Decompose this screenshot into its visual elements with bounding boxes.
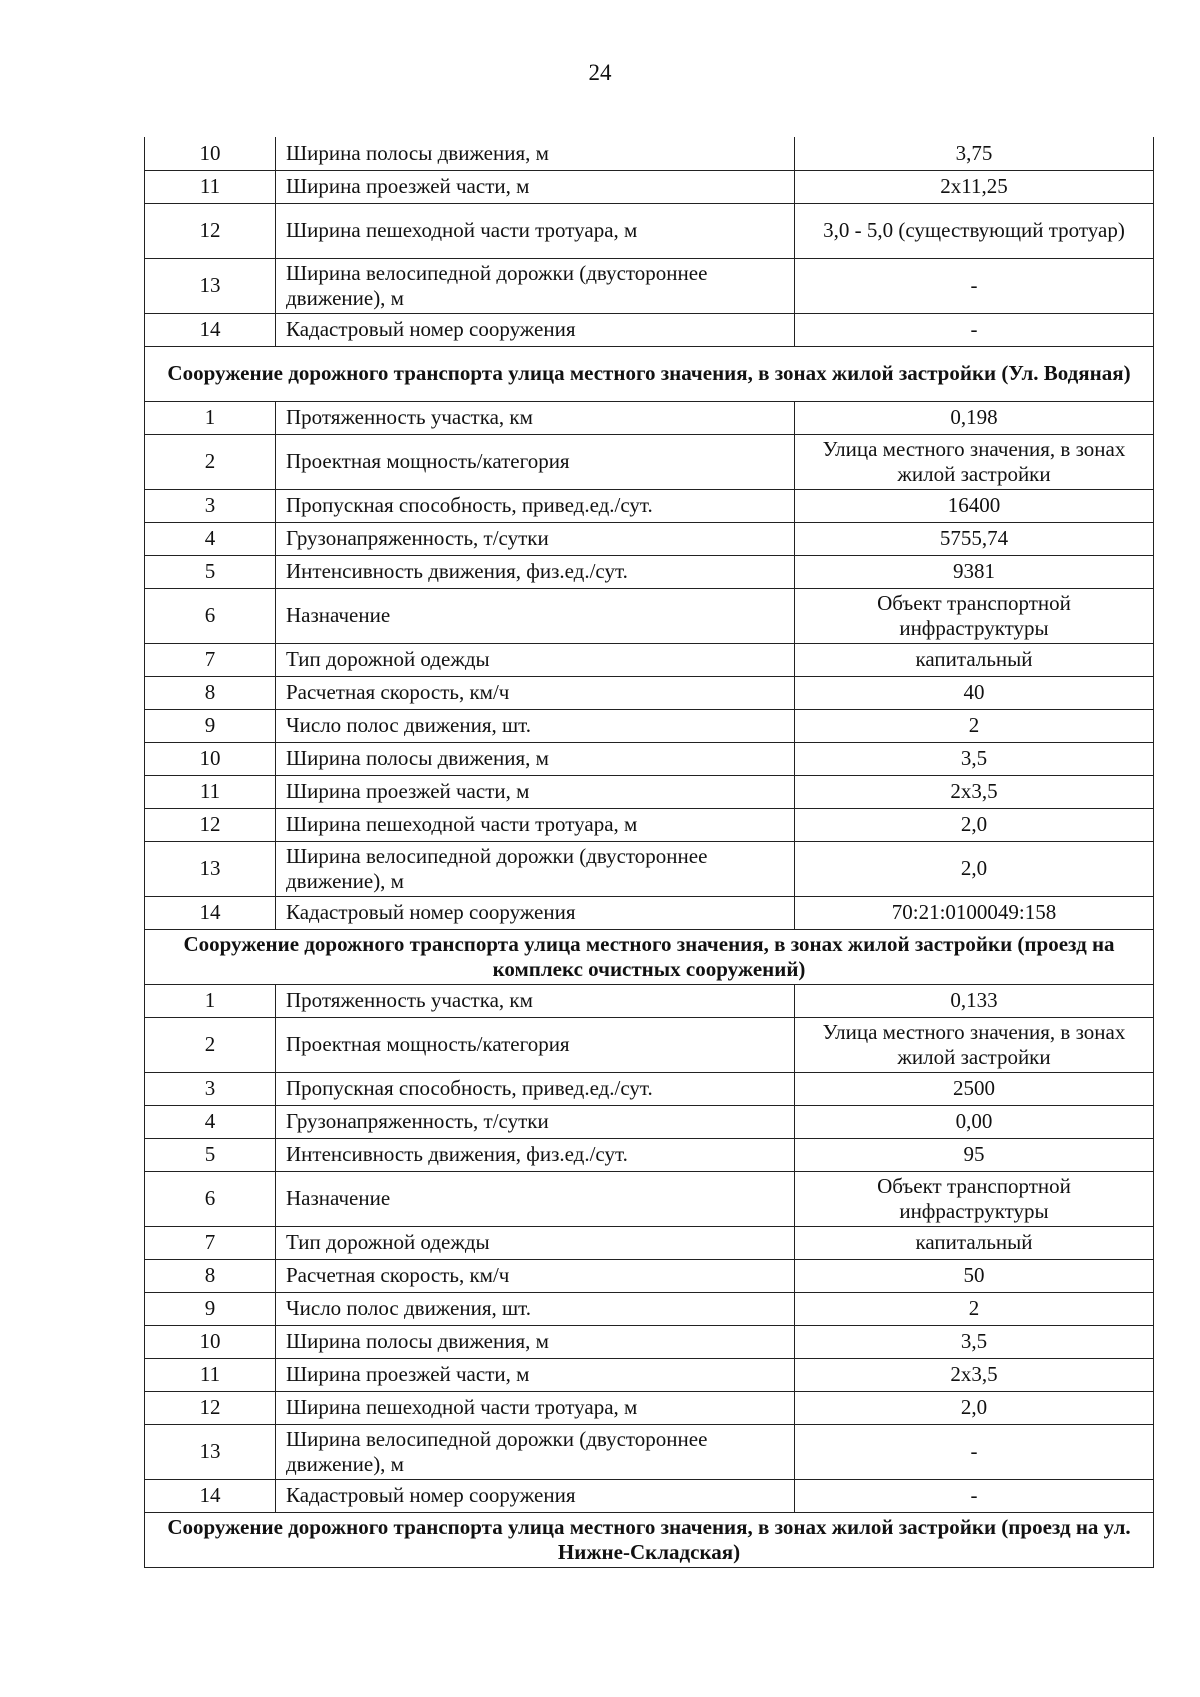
parameter-value-cell: - <box>795 1424 1154 1479</box>
parameter-name-cell: Число полос движения, шт. <box>276 1292 795 1325</box>
row-number-cell: 14 <box>145 1479 276 1512</box>
section-header-row <box>145 929 1154 984</box>
row-number-cell: 9 <box>145 1292 276 1325</box>
parameter-name-cell: Ширина велосипедной дорожки (двустороннее движение), м <box>276 258 795 313</box>
parameter-name-cell: Ширина полосы движения, м <box>276 1325 795 1358</box>
row-number-cell: 7 <box>145 643 276 676</box>
parameter-value-cell: 3,75 <box>795 137 1154 170</box>
row-number-cell: 5 <box>145 1138 276 1171</box>
parameter-name-cell: Ширина велосипедной дорожки (двустороннее движение), м <box>276 1424 795 1479</box>
parameter-value-cell: 95 <box>795 1138 1154 1171</box>
section-header-row <box>145 1512 1154 1567</box>
row-number-cell: 6 <box>145 588 276 643</box>
parameter-value-cell: 2500 <box>795 1072 1154 1105</box>
table-row <box>145 709 1154 742</box>
row-number-cell: 8 <box>145 1259 276 1292</box>
table-row <box>145 1017 1154 1072</box>
parameter-value-cell: - <box>795 313 1154 346</box>
parameter-name-cell: Пропускная способность, привед.ед./сут. <box>276 489 795 522</box>
parameter-name-cell: Проектная мощность/категория <box>276 1017 795 1072</box>
parameter-name-cell: Интенсивность движения, физ.ед./сут. <box>276 1138 795 1171</box>
row-number-cell: 11 <box>145 1358 276 1391</box>
parameter-name-cell: Ширина проезжей части, м <box>276 1358 795 1391</box>
parameter-value-cell: 3,5 <box>795 1325 1154 1358</box>
parameter-value-cell: 0,133 <box>795 984 1154 1017</box>
table-row <box>145 643 1154 676</box>
parameter-name-cell: Протяженность участка, км <box>276 401 795 434</box>
parameter-name-cell: Тип дорожной одежды <box>276 643 795 676</box>
parameter-name-cell: Грузонапряженность, т/сутки <box>276 522 795 555</box>
parameter-value-cell: 40 <box>795 676 1154 709</box>
table-row <box>145 203 1154 258</box>
page-number: 24 <box>588 60 612 85</box>
table-row <box>145 1171 1154 1226</box>
parameter-name-cell: Расчетная скорость, км/ч <box>276 676 795 709</box>
row-number-cell: 3 <box>145 1072 276 1105</box>
parameter-name-cell: Ширина велосипедной дорожки (двустороннее движение), м <box>276 841 795 896</box>
parameter-name-cell: Ширина проезжей части, м <box>276 775 795 808</box>
parameter-value-cell: - <box>795 1479 1154 1512</box>
table-row <box>145 137 1154 170</box>
parameter-value-cell: 0,00 <box>795 1105 1154 1138</box>
section-title: Сооружение дорожного транспорта улица местного значения, в зонах жилой застройки (проезд на комплекс очистных сооружений) <box>145 929 1154 984</box>
table-row <box>145 1072 1154 1105</box>
table-row <box>145 984 1154 1017</box>
row-number-cell: 3 <box>145 489 276 522</box>
parameter-value-cell: Улица местного значения, в зонах жилой застройки <box>795 1017 1154 1072</box>
row-number-cell: 13 <box>145 258 276 313</box>
section-title: Сооружение дорожного транспорта улица местного значения, в зонах жилой застройки (Ул. Водяная) <box>145 346 1154 401</box>
section-header-row <box>145 346 1154 401</box>
table-row <box>145 1259 1154 1292</box>
parameter-value-cell: 2х11,25 <box>795 170 1154 203</box>
table-body <box>145 137 1154 1567</box>
row-number-cell: 6 <box>145 1171 276 1226</box>
row-number-cell: 7 <box>145 1226 276 1259</box>
parameter-value-cell: капитальный <box>795 1226 1154 1259</box>
row-number-cell: 11 <box>145 775 276 808</box>
parameter-value-cell: 70:21:0100049:158 <box>795 896 1154 929</box>
parameter-name-cell: Интенсивность движения, физ.ед./сут. <box>276 555 795 588</box>
parameter-value-cell: 9381 <box>795 555 1154 588</box>
parameter-name-cell: Кадастровый номер сооружения <box>276 1479 795 1512</box>
row-number-cell: 10 <box>145 1325 276 1358</box>
table-row <box>145 676 1154 709</box>
parameter-value-cell: 2,0 <box>795 808 1154 841</box>
parameter-name-cell: Кадастровый номер сооружения <box>276 313 795 346</box>
row-number-cell: 10 <box>145 742 276 775</box>
row-number-cell: 2 <box>145 434 276 489</box>
parameter-value-cell: Объект транспортной инфраструктуры <box>795 588 1154 643</box>
parameter-value-cell: - <box>795 258 1154 313</box>
table-row <box>145 1138 1154 1171</box>
row-number-cell: 10 <box>145 137 276 170</box>
parameter-name-cell: Расчетная скорость, км/ч <box>276 1259 795 1292</box>
table-row <box>145 1424 1154 1479</box>
parameter-name-cell: Ширина проезжей части, м <box>276 170 795 203</box>
row-number-cell: 14 <box>145 313 276 346</box>
parameter-name-cell: Ширина полосы движения, м <box>276 742 795 775</box>
row-number-cell: 4 <box>145 522 276 555</box>
parameter-name-cell: Назначение <box>276 1171 795 1226</box>
parameter-name-cell: Ширина полосы движения, м <box>276 137 795 170</box>
parameter-value-cell: Улица местного значения, в зонах жилой застройки <box>795 434 1154 489</box>
table-row <box>145 489 1154 522</box>
parameter-value-cell: 2 <box>795 709 1154 742</box>
row-number-cell: 4 <box>145 1105 276 1138</box>
table-row <box>145 313 1154 346</box>
parameter-name-cell: Назначение <box>276 588 795 643</box>
table-row <box>145 401 1154 434</box>
row-number-cell: 1 <box>145 401 276 434</box>
table-row <box>145 1479 1154 1512</box>
parameter-value-cell: 0,198 <box>795 401 1154 434</box>
parameter-value-cell: 50 <box>795 1259 1154 1292</box>
road-characteristics-table <box>144 137 1154 1568</box>
section-title: Сооружение дорожного транспорта улица местного значения, в зонах жилой застройки (проезд на ул. Нижне-Складская) <box>145 1512 1154 1567</box>
parameter-name-cell: Проектная мощность/категория <box>276 434 795 489</box>
table-row <box>145 896 1154 929</box>
table-row <box>145 1105 1154 1138</box>
parameter-value-cell: 3,5 <box>795 742 1154 775</box>
parameter-name-cell: Тип дорожной одежды <box>276 1226 795 1259</box>
table-row <box>145 258 1154 313</box>
row-number-cell: 5 <box>145 555 276 588</box>
row-number-cell: 8 <box>145 676 276 709</box>
parameter-value-cell: 5755,74 <box>795 522 1154 555</box>
table-row <box>145 588 1154 643</box>
parameter-name-cell: Число полос движения, шт. <box>276 709 795 742</box>
parameter-value-cell: 16400 <box>795 489 1154 522</box>
table-row <box>145 1226 1154 1259</box>
row-number-cell: 14 <box>145 896 276 929</box>
row-number-cell: 11 <box>145 170 276 203</box>
table-row <box>145 1391 1154 1424</box>
parameter-value-cell: капитальный <box>795 643 1154 676</box>
row-number-cell: 1 <box>145 984 276 1017</box>
table-row <box>145 1358 1154 1391</box>
parameter-value-cell: Объект транспортной инфраструктуры <box>795 1171 1154 1226</box>
table-row <box>145 555 1154 588</box>
row-number-cell: 2 <box>145 1017 276 1072</box>
table-row <box>145 841 1154 896</box>
row-number-cell: 12 <box>145 203 276 258</box>
parameter-name-cell: Протяженность участка, км <box>276 984 795 1017</box>
row-number-cell: 12 <box>145 808 276 841</box>
table-row <box>145 742 1154 775</box>
row-number-cell: 12 <box>145 1391 276 1424</box>
parameter-value-cell: 2х3,5 <box>795 1358 1154 1391</box>
row-number-cell: 13 <box>145 841 276 896</box>
table-row <box>145 775 1154 808</box>
parameter-value-cell: 3,0 - 5,0 (существующий тротуар) <box>795 203 1154 258</box>
parameter-value-cell: 2 <box>795 1292 1154 1325</box>
table-row <box>145 1325 1154 1358</box>
parameter-value-cell: 2х3,5 <box>795 775 1154 808</box>
parameter-name-cell: Грузонапряженность, т/сутки <box>276 1105 795 1138</box>
row-number-cell: 13 <box>145 1424 276 1479</box>
parameter-value-cell: 2,0 <box>795 841 1154 896</box>
row-number-cell: 9 <box>145 709 276 742</box>
parameter-name-cell: Ширина пешеходной части тротуара, м <box>276 203 795 258</box>
table-row <box>145 1292 1154 1325</box>
table-row <box>145 808 1154 841</box>
table-row <box>145 522 1154 555</box>
parameter-name-cell: Ширина пешеходной части тротуара, м <box>276 808 795 841</box>
parameter-name-cell: Ширина пешеходной части тротуара, м <box>276 1391 795 1424</box>
table-row <box>145 434 1154 489</box>
table-row <box>145 170 1154 203</box>
parameter-value-cell: 2,0 <box>795 1391 1154 1424</box>
parameter-name-cell: Пропускная способность, привед.ед./сут. <box>276 1072 795 1105</box>
parameter-name-cell: Кадастровый номер сооружения <box>276 896 795 929</box>
